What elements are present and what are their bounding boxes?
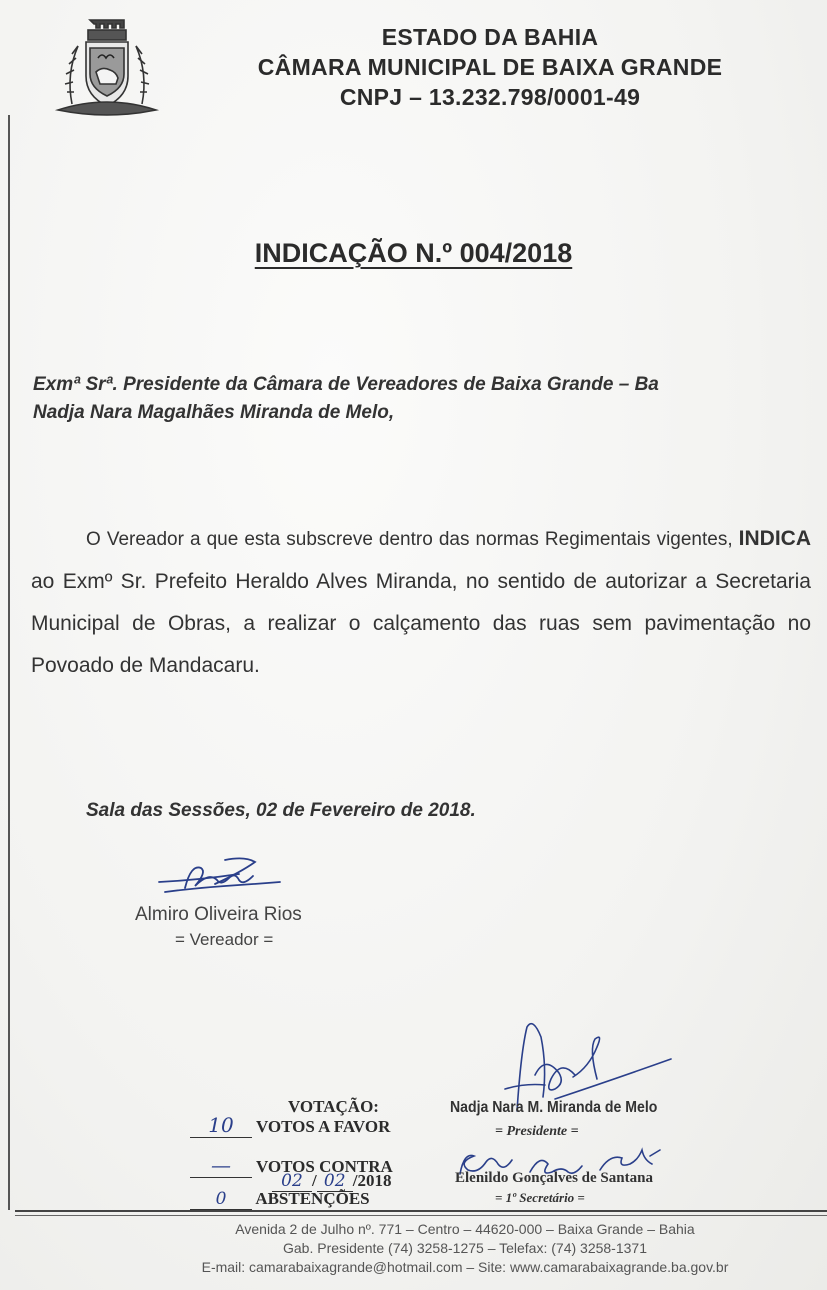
president-name: Nadja Nara M. Miranda de Melo (450, 1099, 658, 1116)
voting-title: VOTAÇÃO: (288, 1097, 379, 1116)
body-paragraph-block (31, 518, 811, 687)
abstentions-count: 0 (190, 1189, 252, 1210)
body-text-indica: INDICA (738, 527, 811, 550)
institution-name: CÂMARA MUNICIPAL DE BAIXA GRANDE (257, 54, 723, 80)
abstentions-row (190, 1189, 370, 1210)
votes-against-label: VOTOS CONTRA (255, 1157, 393, 1176)
body-text-part2: ao Exmº Sr. Prefeito Heraldo Alves Miranda, no sentido de autorizar a Secretaria Municipal de Obras, a realizar o calçamento das ruas sem pavimentação no Povoado de Mandacaru. (31, 570, 811, 677)
votes-in-favor-row (190, 1113, 390, 1138)
footer-rule-thin (15, 1215, 827, 1216)
document-title-text: INDICAÇÃO N.º 004/2018 (254, 238, 573, 268)
body-text-part1: O Vereador a que esta subscreve dentro das normas Regimentais vigentes, (86, 529, 739, 550)
addressee-line-2: Nadja Nara Magalhães Miranda de Melo, (33, 402, 395, 423)
addressee-line-1: Exmª Srª. Presidente da Câmara de Vereadores de Baixa Grande – Ba (33, 374, 659, 395)
footer-rule (15, 1210, 827, 1212)
footer-address: Avenida 2 de Julho nº. 771 – Centro – 44620-000 – Baixa Grande – Bahia (235, 1221, 695, 1237)
letterhead (220, 22, 760, 112)
voting-date-year: /2018 (352, 1171, 392, 1190)
state-name: ESTADO DA BAHIA (381, 24, 599, 50)
votes-against-count: — (190, 1153, 252, 1178)
footer-email-site: E-mail: camarabaixagrande@hotmail.com – Site: www.camarabaixagrande.ba.gov.br (201, 1259, 729, 1275)
place-and-date: Sala das Sessões, 02 de Fevereiro de 2018. (86, 800, 476, 821)
councilor-signature-icon (155, 852, 285, 902)
voting-date-day: 02 (272, 1171, 312, 1192)
footer-phones: Gab. Presidente (74) 3258-1275 – Telefax: (74) 3258-1371 (283, 1240, 647, 1256)
coat-of-arms-icon (52, 14, 162, 122)
president-role: = Presidente = (495, 1124, 579, 1139)
cnpj-number: CNPJ – 13.232.798/0001-49 (339, 84, 641, 110)
votes-in-favor-count: 10 (190, 1113, 252, 1138)
councilor-role: = Vereador = (175, 930, 274, 949)
left-margin-rule (8, 115, 10, 1210)
voting-date-month: 02 (317, 1171, 353, 1192)
footer-contact (150, 1220, 780, 1277)
body-paragraph (31, 518, 811, 687)
addressee-block (33, 371, 793, 427)
voting-date: 02 / 02 /2018 (272, 1171, 391, 1192)
councilor-name: Almiro Oliveira Rios (135, 904, 302, 925)
abstentions-label: ABSTENÇÕES (255, 1189, 370, 1208)
secretary-name: Elenildo Gonçalves de Santana (455, 1170, 653, 1186)
secretary-role: = 1º Secretário = (495, 1190, 585, 1205)
votes-in-favor-label: VOTOS A FAVOR (255, 1117, 391, 1136)
document-title (0, 238, 827, 269)
